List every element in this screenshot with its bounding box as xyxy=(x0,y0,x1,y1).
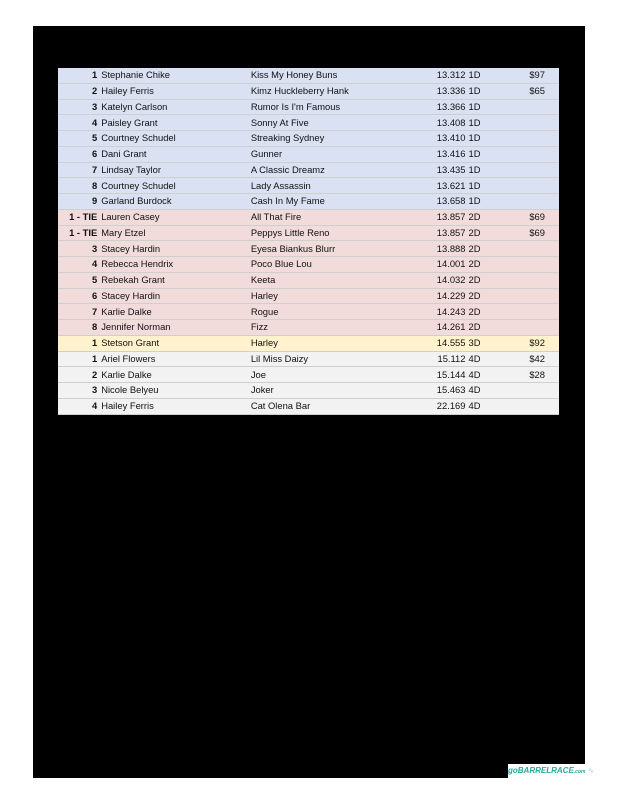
horse-cell: Rogue xyxy=(251,304,419,320)
rider-cell: Garland Burdock xyxy=(101,194,251,210)
division-cell: 2D xyxy=(465,241,487,257)
rider-cell: Rebekah Grant xyxy=(101,272,251,288)
horse-cell: Kiss My Honey Buns xyxy=(251,68,419,83)
place-cell: 8 xyxy=(58,320,101,336)
rider-cell: Hailey Ferris xyxy=(101,398,251,414)
place-cell: 3 xyxy=(58,383,101,399)
horse-cell: Fizz xyxy=(251,320,419,336)
payout-cell: $28 xyxy=(488,367,559,383)
division-cell: 1D xyxy=(465,194,487,210)
place-cell: 4 xyxy=(58,115,101,131)
rider-cell: Paisley Grant xyxy=(101,115,251,131)
table-row xyxy=(58,99,559,115)
rider-cell: Mary Etzel xyxy=(101,225,251,241)
time-cell: 14.261 xyxy=(419,320,466,336)
division-cell: 2D xyxy=(465,209,487,225)
place-cell: 6 xyxy=(58,146,101,162)
place-cell: 7 xyxy=(58,162,101,178)
time-cell: 15.144 xyxy=(419,367,466,383)
time-cell: 13.888 xyxy=(419,241,466,257)
time-cell: 13.408 xyxy=(419,115,466,131)
table-row xyxy=(58,288,559,304)
division-cell: 1D xyxy=(465,131,487,147)
division-cell: 1D xyxy=(465,178,487,194)
rider-cell: Ariel Flowers xyxy=(101,351,251,367)
division-cell: 2D xyxy=(465,257,487,273)
place-cell: 6 xyxy=(58,288,101,304)
results-table-body xyxy=(58,68,559,414)
time-cell: 13.366 xyxy=(419,99,466,115)
horse-cell: Keeta xyxy=(251,272,419,288)
table-row xyxy=(58,257,559,273)
table-row xyxy=(58,383,559,399)
place-cell: 1 - TIE xyxy=(58,225,101,241)
logo-text: goBARRELRACE xyxy=(508,766,574,775)
rider-cell: Lindsay Taylor xyxy=(101,162,251,178)
payout-cell xyxy=(488,288,559,304)
place-cell: 9 xyxy=(58,194,101,210)
horse-cell: Gunner xyxy=(251,146,419,162)
place-cell: 1 xyxy=(58,68,101,83)
time-cell: 14.243 xyxy=(419,304,466,320)
payout-cell xyxy=(488,99,559,115)
payout-cell xyxy=(488,178,559,194)
payout-cell: $69 xyxy=(488,225,559,241)
table-row xyxy=(58,304,559,320)
rider-cell: Karlie Dalke xyxy=(101,304,251,320)
time-cell: 13.410 xyxy=(419,131,466,147)
division-cell: 4D xyxy=(465,367,487,383)
horse-cell: Harley xyxy=(251,335,419,351)
time-cell: 14.032 xyxy=(419,272,466,288)
horse-cell: Lil Miss Daizy xyxy=(251,351,419,367)
division-cell: 1D xyxy=(465,146,487,162)
table-row xyxy=(58,335,559,351)
table-row xyxy=(58,351,559,367)
table-row xyxy=(58,146,559,162)
division-cell: 1D xyxy=(465,115,487,131)
division-cell: 2D xyxy=(465,304,487,320)
table-row xyxy=(58,241,559,257)
rider-cell: Stacey Hardin xyxy=(101,241,251,257)
payout-cell: $42 xyxy=(488,351,559,367)
division-cell: 1D xyxy=(465,99,487,115)
division-cell: 3D xyxy=(465,335,487,351)
division-cell: 2D xyxy=(465,320,487,336)
division-cell: 4D xyxy=(465,351,487,367)
horse-cell: Joker xyxy=(251,383,419,399)
table-row xyxy=(58,162,559,178)
place-cell: 3 xyxy=(58,99,101,115)
division-cell: 4D xyxy=(465,383,487,399)
rider-cell: Nicole Belyeu xyxy=(101,383,251,399)
place-cell: 5 xyxy=(58,131,101,147)
payout-cell xyxy=(488,320,559,336)
payout-cell xyxy=(488,272,559,288)
place-cell: 1 xyxy=(58,335,101,351)
time-cell: 14.001 xyxy=(419,257,466,273)
payout-cell xyxy=(488,146,559,162)
horse-cell: Peppys Little Reno xyxy=(251,225,419,241)
time-cell: 22.169 xyxy=(419,398,466,414)
division-cell: 1D xyxy=(465,162,487,178)
table-row xyxy=(58,68,559,83)
division-cell: 1D xyxy=(465,68,487,83)
rider-cell: Katelyn Carlson xyxy=(101,99,251,115)
time-cell: 13.416 xyxy=(419,146,466,162)
logo-swirl-icon: ∿ xyxy=(585,766,595,775)
horse-cell: Lady Assassin xyxy=(251,178,419,194)
time-cell: 13.857 xyxy=(419,209,466,225)
time-cell: 13.435 xyxy=(419,162,466,178)
division-cell: 4D xyxy=(465,398,487,414)
horse-cell: All That Fire xyxy=(251,209,419,225)
payout-cell xyxy=(488,383,559,399)
table-row xyxy=(58,178,559,194)
time-cell: 13.312 xyxy=(419,68,466,83)
rider-cell: Jennifer Norman xyxy=(101,320,251,336)
place-cell: 2 xyxy=(58,83,101,99)
place-cell: 1 xyxy=(58,351,101,367)
time-cell: 15.463 xyxy=(419,383,466,399)
division-cell: 2D xyxy=(465,288,487,304)
table-row xyxy=(58,398,559,414)
table-row xyxy=(58,209,559,225)
gobarrelrace-logo xyxy=(508,764,595,778)
table-row xyxy=(58,131,559,147)
table-row xyxy=(58,225,559,241)
horse-cell: Sonny At Five xyxy=(251,115,419,131)
horse-cell: Kimz Huckleberry Hank xyxy=(251,83,419,99)
rider-cell: Rebecca Hendrix xyxy=(101,257,251,273)
results-table xyxy=(58,68,559,415)
place-cell: 1 - TIE xyxy=(58,209,101,225)
horse-cell: Rumor Is I'm Famous xyxy=(251,99,419,115)
table-row xyxy=(58,83,559,99)
division-cell: 1D xyxy=(465,83,487,99)
horse-cell: Harley xyxy=(251,288,419,304)
payout-cell xyxy=(488,241,559,257)
payout-cell xyxy=(488,304,559,320)
payout-cell: $65 xyxy=(488,83,559,99)
time-cell: 14.229 xyxy=(419,288,466,304)
rider-cell: Dani Grant xyxy=(101,146,251,162)
rider-cell: Courtney Schudel xyxy=(101,178,251,194)
place-cell: 2 xyxy=(58,367,101,383)
rider-cell: Courtney Schudel xyxy=(101,131,251,147)
place-cell: 4 xyxy=(58,257,101,273)
horse-cell: Cash In My Fame xyxy=(251,194,419,210)
table-row xyxy=(58,115,559,131)
division-cell: 2D xyxy=(465,272,487,288)
rider-cell: Stetson Grant xyxy=(101,335,251,351)
horse-cell: Eyesa Biankus Blurr xyxy=(251,241,419,257)
place-cell: 7 xyxy=(58,304,101,320)
payout-cell xyxy=(488,398,559,414)
payout-cell: $69 xyxy=(488,209,559,225)
horse-cell: Joe xyxy=(251,367,419,383)
place-cell: 4 xyxy=(58,398,101,414)
place-cell: 5 xyxy=(58,272,101,288)
horse-cell: A Classic Dreamz xyxy=(251,162,419,178)
rider-cell: Karlie Dalke xyxy=(101,367,251,383)
time-cell: 13.857 xyxy=(419,225,466,241)
payout-cell xyxy=(488,257,559,273)
table-row xyxy=(58,367,559,383)
payout-cell xyxy=(488,131,559,147)
rider-cell: Lauren Casey xyxy=(101,209,251,225)
place-cell: 3 xyxy=(58,241,101,257)
horse-cell: Cat Olena Bar xyxy=(251,398,419,414)
table-row xyxy=(58,320,559,336)
rider-cell: Stacey Hardin xyxy=(101,288,251,304)
payout-cell: $92 xyxy=(488,335,559,351)
time-cell: 15.112 xyxy=(419,351,466,367)
time-cell: 13.621 xyxy=(419,178,466,194)
time-cell: 13.336 xyxy=(419,83,466,99)
logo-suffix: .com xyxy=(573,769,586,775)
payout-cell xyxy=(488,115,559,131)
place-cell: 8 xyxy=(58,178,101,194)
horse-cell: Poco Blue Lou xyxy=(251,257,419,273)
payout-cell: $97 xyxy=(488,68,559,83)
rider-cell: Hailey Ferris xyxy=(101,83,251,99)
time-cell: 13.658 xyxy=(419,194,466,210)
horse-cell: Streaking Sydney xyxy=(251,131,419,147)
time-cell: 14.555 xyxy=(419,335,466,351)
table-row xyxy=(58,272,559,288)
payout-cell xyxy=(488,162,559,178)
payout-cell xyxy=(488,194,559,210)
table-row xyxy=(58,194,559,210)
rider-cell: Stephanie Chike xyxy=(101,68,251,83)
division-cell: 2D xyxy=(465,225,487,241)
